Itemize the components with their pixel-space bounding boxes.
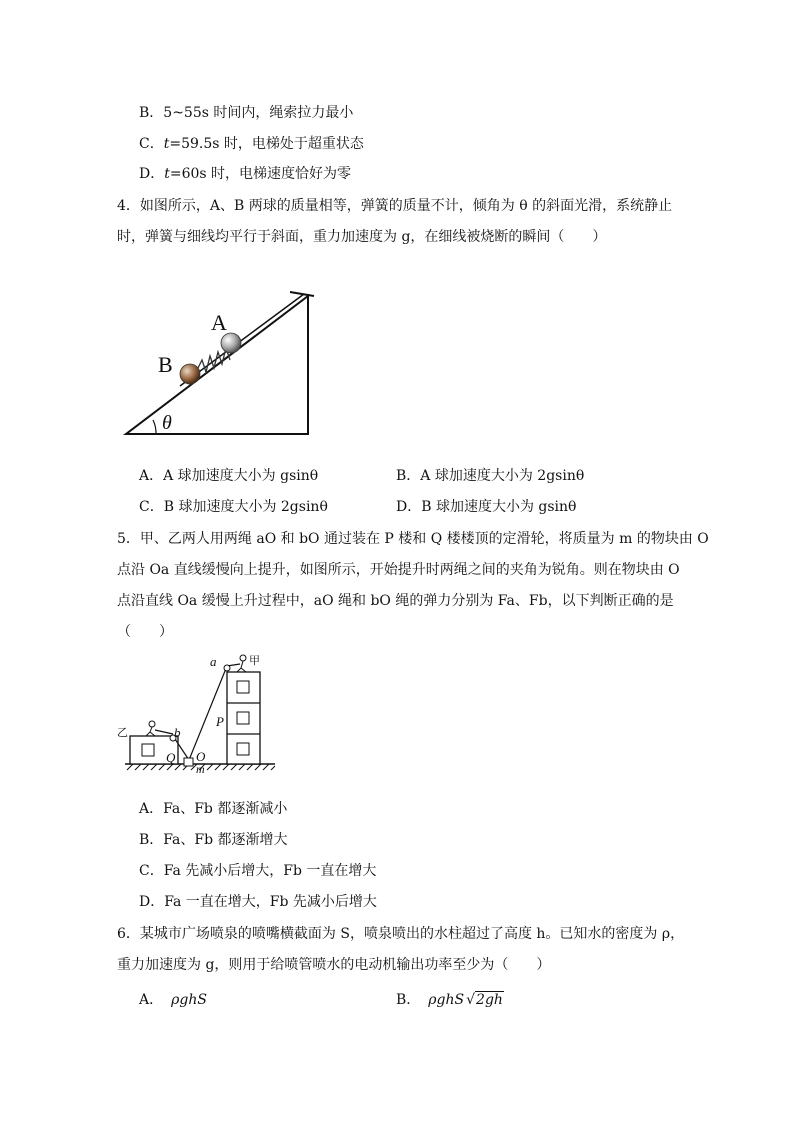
q5-building-figure bbox=[115, 652, 290, 780]
q6-stem-line1: 6．某城市广场喷泉的喷嘴横截面为 S，喷泉喷出的水柱超过了高度 h。已知水的密度为 ρ， bbox=[117, 926, 685, 942]
angle-arc bbox=[153, 420, 156, 434]
q6-option-a-expr: ρghS bbox=[171, 992, 207, 1008]
block-m bbox=[184, 758, 193, 766]
q3-option-c-prefix: C． bbox=[139, 136, 164, 152]
q4-option-b: B．A 球加速度大小为 2gsinθ bbox=[396, 468, 585, 484]
q4-option-a: A．A 球加速度大小为 gsinθ bbox=[139, 468, 319, 484]
label-a: a bbox=[210, 654, 217, 669]
q6-stem-line2: 重力加速度为 g，则用于给喷管喷水的电动机输出功率至少为（ ） bbox=[117, 957, 551, 973]
label-jia: 甲 bbox=[249, 654, 260, 667]
q5-stem-line4: （ ） bbox=[117, 624, 173, 640]
label-a: A bbox=[211, 310, 227, 335]
q6-option-b-expr: ρghS bbox=[428, 992, 465, 1008]
label-q: Q bbox=[166, 750, 176, 765]
q3-option-c-rest: =59.5s 时，电梯处于超重状态 bbox=[169, 136, 364, 152]
person-jia-icon bbox=[240, 655, 246, 661]
q5-stem-line1: 5．甲、乙两人用两绳 aO 和 bO 通过装在 P 楼和 Q 楼楼顶的定滑轮，将质量为 m 的物块由 O bbox=[117, 531, 709, 547]
q6-option-b-prefix: B． bbox=[396, 992, 421, 1008]
label-yi: 乙 bbox=[117, 726, 128, 739]
q5-option-d: D．Fa 一直在增大，Fb 先减小后增大 bbox=[139, 894, 377, 910]
q4-option-d: D．B 球加速度大小为 gsinθ bbox=[396, 499, 577, 515]
q3-option-d-prefix: D． bbox=[139, 166, 165, 182]
rope-ao bbox=[189, 666, 227, 760]
q3-option-d bbox=[139, 165, 351, 183]
q6-option-a-prefix: A． bbox=[139, 992, 164, 1008]
label-theta: θ bbox=[162, 412, 172, 434]
label-o: O bbox=[196, 749, 206, 764]
q6-option-a bbox=[139, 991, 207, 1009]
q5-stem-line2: 点沿 Oa 直线缓慢向上提升，如图所示，开始提升时两绳之间的夹角为锐角。则在物块由 O bbox=[117, 562, 680, 578]
q5-stem-line3: 点沿直线 Oa 缓慢上升过程中，aO 绳和 bO 绳的弹力分别为 Fa、Fb，以下判断正确的是 bbox=[117, 593, 674, 609]
q3-option-b: B．5~55s 时间内，绳索拉力最小 bbox=[139, 105, 354, 121]
label-b: b bbox=[174, 725, 181, 740]
ball-b bbox=[180, 364, 200, 384]
q3-option-d-var: t bbox=[164, 166, 170, 182]
q4-stem-line2: 时，弹簧与细线均平行于斜面，重力加速度为 g，在细线被烧断的瞬间（ ） bbox=[117, 229, 607, 245]
pulley-a bbox=[224, 665, 230, 671]
q3-option-d-rest: =60s 时，电梯速度恰好为零 bbox=[169, 166, 352, 182]
person-yi-icon bbox=[149, 721, 155, 727]
q6-option-b-sqrt-arg: 2gh bbox=[476, 992, 503, 1008]
label-m: m bbox=[196, 762, 205, 776]
sqrt-icon: √ bbox=[466, 992, 476, 1008]
q5-option-b: B．Fa、Fb 都逐渐增大 bbox=[139, 832, 288, 848]
label-p: P bbox=[216, 714, 224, 729]
q4-incline-figure bbox=[120, 282, 320, 442]
q5-option-c: C．Fa 先减小后增大，Fb 一直在增大 bbox=[139, 863, 377, 879]
q6-option-b bbox=[396, 991, 504, 1009]
q4-stem-line1: 4．如图所示，A、B 两球的质量相等，弹簧的质量不计，倾角为 θ 的斜面光滑，系统静止 bbox=[117, 198, 673, 214]
q5-option-a: A．Fa、Fb 都逐渐减小 bbox=[139, 801, 288, 817]
building-p bbox=[227, 672, 260, 764]
ball-a bbox=[221, 333, 241, 353]
q3-option-c-var: t bbox=[163, 136, 170, 152]
q3-option-c bbox=[139, 135, 364, 153]
label-b: B bbox=[158, 352, 173, 377]
q4-option-c: C．B 球加速度大小为 2gsinθ bbox=[139, 499, 328, 515]
